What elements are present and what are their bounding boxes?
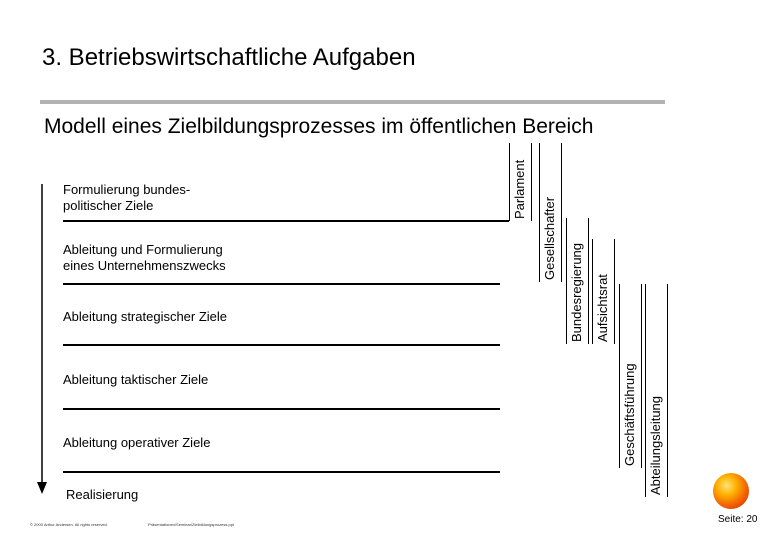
actor-column-federal-government [566,218,589,344]
actor-column-supervisory-board [592,239,615,344]
footer-file-path: Präsentationen/Seminar/Zielbildungsprozess.ppt [148,522,235,527]
divider-line [63,283,500,285]
process-arrow [34,184,50,498]
divider-line [63,344,500,346]
actor-label-shareholder: Gesellschafter [542,196,557,280]
footer-copyright: © 2000 Arthur Andersen. All rights reserved. [30,522,108,527]
actor-column-shareholder [539,143,562,282]
actor-column-parliament [509,143,532,221]
divider-line [63,408,500,410]
diagram-subtitle: Modell eines Zielbildungsprozesses im öffentlichen Bereich [44,115,594,138]
actor-label-management: Geschäftsführung [622,363,637,466]
company-logo-icon [713,473,749,509]
page-title: 3. Betriebswirtschaftliche Aufgaben [42,44,416,71]
divider-line [63,471,500,473]
actor-label-federal-government: Bundesregierung [569,242,584,342]
step-federal-goals: Formulierung bundes- politischer Ziele [63,182,191,213]
step-company-purpose: Ableitung und Formulierung eines Unternehmenszwecks [63,242,226,273]
step-strategic-goals: Ableitung strategischer Ziele [63,309,228,324]
actor-label-supervisory-board: Aufsichtsrat [595,274,610,342]
step-operational-goals: Ableitung operativer Ziele [63,435,211,450]
actor-label-department-head: Abteilungsleitung [648,395,663,495]
page-number: Seite: 20 [718,514,758,525]
actor-label-parliament: Parlament [512,159,527,219]
actor-column-management [619,284,642,468]
actor-column-department-head [645,284,668,497]
title-divider [40,100,665,104]
step-realization: Realisierung [66,487,139,502]
step-tactical-goals: Ableitung taktischer Ziele [63,372,209,387]
divider-line [63,220,509,222]
